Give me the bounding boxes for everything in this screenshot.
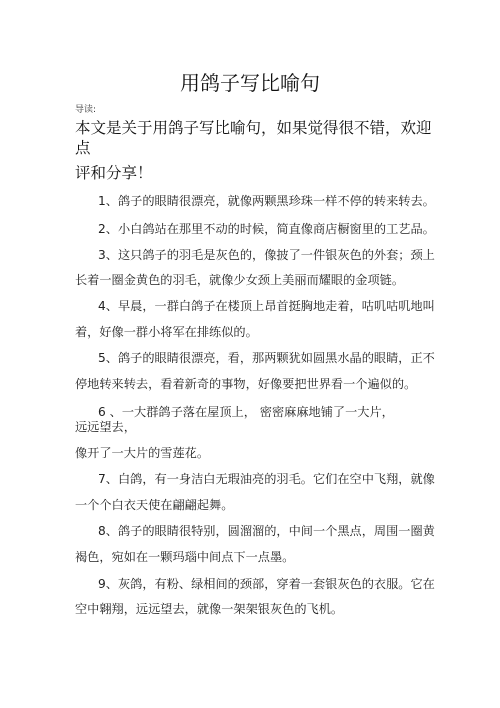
paragraph-line: 着，好像一群小将军在排练似的。: [75, 325, 258, 339]
intro-label: 导读:: [75, 105, 97, 115]
paragraph-line: 5、鸽子的眼睛很漂亮，看，那两颗犹如圆黑水晶的眼睛，正不: [98, 351, 435, 365]
paragraph-line: 8、鸽子的眼睛很特别，圆溜溜的，中间一个黑点，周围一圈黄: [98, 524, 435, 538]
paragraph-line: 远远望去，: [75, 420, 136, 434]
intro-line: 评和分享！: [75, 164, 153, 182]
paragraph-line: 一个个白衣天使在翩翩起舞。: [75, 498, 234, 512]
paragraph-line: 褐色，宛如在一颗玛瑙中间点下一点墨。: [75, 550, 295, 564]
paragraph-line: 1、鸽子的眼睛很漂亮，就像两颗黑珍珠一样不停的转来转去。: [98, 194, 435, 208]
intro-line: 本文是关于用鸽子写比喻句，如果觉得很不错，欢迎: [75, 119, 432, 137]
paragraph-line: 停地转来转去，看着新奇的事物，好像要把世界看一个遍似的。: [75, 377, 417, 391]
paragraph-line: 4、早晨，一群白鸽子在楼顶上昂首挺胸地走着，咕叽咕叽地叫: [98, 299, 435, 313]
paragraph-line: 6 、一大群鸽子落在屋顶上， 密密麻麻地铺了一大片，: [98, 405, 394, 419]
paragraph-line: 像开了一大片的雪莲花。: [75, 446, 210, 460]
paragraph-line: 3、这只鸽子的羽毛是灰色的，像披了一件银灰色的外套；颈上: [98, 248, 435, 262]
paragraph-line: 7、白鸽，有一身洁白无瑕油亮的羽毛。它们在空中飞翔，就像: [98, 472, 435, 486]
page-title: 用鸽子写比喻句: [180, 71, 320, 95]
paragraph-line: 空中翱翔，远远望去，就像一架架银灰色的飞机。: [75, 602, 344, 616]
paragraph-line: 2、小白鸽站在那里不动的时候，简直像商店橱窗里的工艺品。: [98, 222, 435, 236]
paragraph-line: 9、灰鸽，有粉、绿相间的颈部，穿着一套银灰色的衣服。它在: [98, 577, 435, 591]
intro-line: 点: [75, 139, 91, 157]
paragraph-line: 长着一圈金黄色的羽毛，就像少女颈上美丽而耀眼的金项链。: [75, 273, 405, 287]
